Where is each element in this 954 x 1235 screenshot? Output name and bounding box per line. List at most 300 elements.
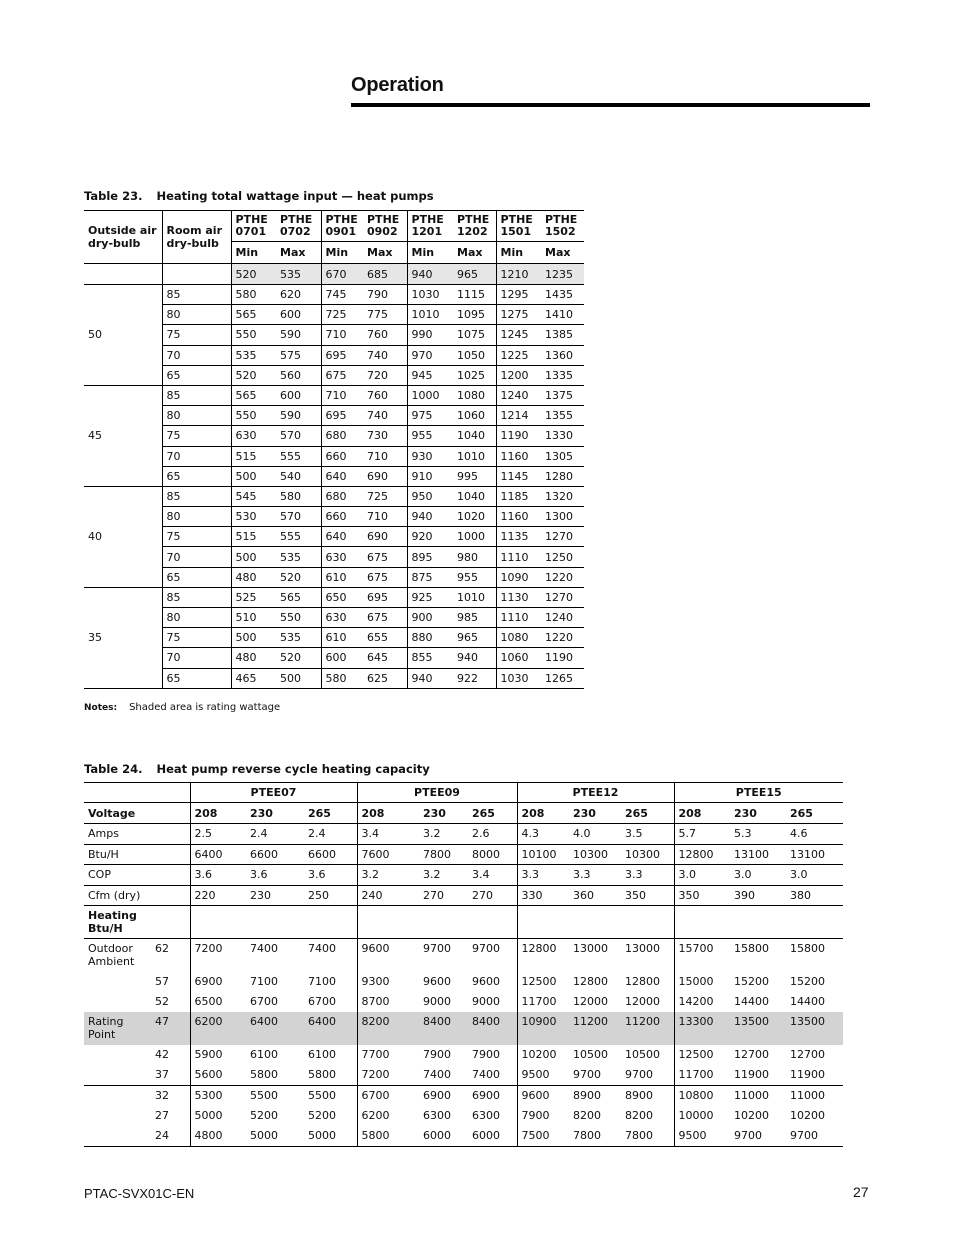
table-cell: 6400	[246, 1012, 304, 1045]
table-cell: 1010	[407, 305, 453, 325]
table-cell: 535	[231, 345, 276, 365]
room-air-cell: 65	[162, 365, 231, 385]
table-cell: 725	[321, 305, 363, 325]
table-row	[84, 486, 584, 506]
model-header: PTEE12	[517, 783, 674, 803]
model-header: PTHE 1201	[407, 211, 453, 242]
table-cell: 500	[231, 466, 276, 486]
model-header: PTHE 0902	[363, 211, 407, 242]
table-cell: 3.6	[246, 865, 304, 886]
table-cell: 510	[231, 608, 276, 628]
table-cell: 7400	[419, 1065, 468, 1086]
table24-caption	[84, 762, 430, 776]
table-cell: 680	[321, 426, 363, 446]
table-cell: 580	[231, 285, 276, 305]
table-cell: 4.3	[517, 824, 569, 845]
table-row	[84, 285, 584, 305]
room-air-cell: 70	[162, 446, 231, 466]
room-air-cell: 85	[162, 587, 231, 607]
table-cell: 515	[231, 446, 276, 466]
table-cell: 9700	[423, 942, 451, 955]
table-cell: 900	[407, 608, 453, 628]
table-cell: 5000	[190, 1106, 246, 1126]
heating-row	[84, 939, 843, 973]
table-cell: 6700	[357, 1086, 419, 1107]
table-cell: 12000	[573, 995, 608, 1008]
table-cell: 1335	[541, 365, 584, 385]
table-cell: 2.4	[304, 824, 357, 845]
room-air-cell: 75	[162, 426, 231, 446]
table-cell: 1375	[541, 385, 584, 405]
table-cell: 955	[407, 426, 453, 446]
rating-cell: 670	[321, 264, 363, 285]
table-cell: 600	[276, 385, 321, 405]
table-cell: 1270	[541, 527, 584, 547]
table-cell: 6200	[357, 1106, 419, 1126]
minmax-header: Min	[231, 242, 276, 264]
table-cell: 675	[363, 608, 407, 628]
table-cell: 955	[453, 567, 496, 587]
table-cell: 8200	[625, 1109, 653, 1122]
table-cell: 690	[363, 466, 407, 486]
table-cell: 5300	[190, 1086, 246, 1107]
table-cell: 15800	[734, 942, 769, 955]
table-cell: 535	[276, 628, 321, 648]
table-cell: 675	[363, 547, 407, 567]
table-cell: 240	[357, 885, 419, 906]
notes-label: Notes:	[84, 703, 118, 713]
table-cell: 880	[407, 628, 453, 648]
page-number: 27	[853, 1184, 869, 1200]
table-cell: 6900	[472, 1089, 500, 1102]
table-cell: 3.0	[730, 865, 786, 886]
table-cell: 520	[276, 567, 321, 587]
table-cell: 1320	[541, 486, 584, 506]
table-cell: 3.3	[517, 865, 569, 886]
table-cell	[517, 906, 569, 939]
table-cell: 11000	[790, 1089, 825, 1102]
table-cell: 695	[321, 345, 363, 365]
table-cell: 625	[363, 668, 407, 688]
table-cell: 720	[363, 365, 407, 385]
table-cell: 690	[363, 527, 407, 547]
table-cell: 8200	[573, 1109, 601, 1122]
table-cell: 6600	[246, 844, 304, 865]
table-cell: 10200	[734, 1109, 769, 1122]
table-cell: 465	[231, 668, 276, 688]
voltage-cell: 265	[304, 803, 357, 824]
table-cell: 3.5	[621, 824, 674, 845]
table-cell: 8900	[625, 1089, 653, 1102]
table-cell: 570	[276, 426, 321, 446]
room-air-cell: 80	[162, 507, 231, 527]
room-air-cell: 85	[162, 285, 231, 305]
table-cell: 11900	[786, 1065, 843, 1086]
table-cell: 12800	[573, 975, 608, 988]
room-air-cell: 80	[162, 305, 231, 325]
voltage-cell: 265	[621, 803, 674, 824]
table-cell: 7900	[517, 1106, 569, 1126]
minmax-header: Max	[363, 242, 407, 264]
table-cell: 855	[407, 648, 453, 668]
table-cell: 9700	[621, 1065, 674, 1086]
table-cell: 660	[321, 446, 363, 466]
table-cell: 1265	[541, 668, 584, 688]
table-cell: 380	[786, 885, 843, 906]
room-air-cell: 65	[162, 466, 231, 486]
rating-cell: 1210	[496, 264, 541, 285]
table-cell: 7100	[250, 975, 278, 988]
table-cell	[786, 906, 843, 939]
table-cell: 1050	[453, 345, 496, 365]
model-header: PTHE 1501	[496, 211, 541, 242]
table-cell: 5500	[250, 1089, 278, 1102]
table-cell: 1190	[541, 648, 584, 668]
table-cell	[621, 906, 674, 939]
table-cell: 3.4	[357, 824, 419, 845]
ambient-label: Rating Point	[84, 1012, 151, 1045]
table-cell: 7100	[308, 975, 336, 988]
table-cell: 760	[363, 385, 407, 405]
table-cell: 1275	[496, 305, 541, 325]
table-cell: 11900	[730, 1065, 786, 1086]
table-cell: 740	[363, 345, 407, 365]
table-cell: 680	[321, 486, 363, 506]
table-cell: 350	[621, 885, 674, 906]
table-cell: 13000	[573, 942, 608, 955]
table-cell: 330	[517, 885, 569, 906]
table-cell: 15800	[790, 942, 825, 955]
heating-row	[84, 1065, 843, 1086]
room-air-cell: 70	[162, 547, 231, 567]
table-cell: 555	[276, 527, 321, 547]
table-cell: 1240	[541, 608, 584, 628]
table-cell: 640	[321, 466, 363, 486]
table-cell: 1360	[541, 345, 584, 365]
table-cell: 1385	[541, 325, 584, 345]
temp-cell: 32	[155, 1089, 169, 1102]
model-header: PTEE07	[190, 783, 357, 803]
ambient-label	[84, 1126, 151, 1147]
table-cell: 1025	[453, 365, 496, 385]
minmax-header: Max	[453, 242, 496, 264]
temp-cell: 42	[155, 1048, 169, 1061]
table-cell: 970	[407, 345, 453, 365]
table-cell: 555	[276, 446, 321, 466]
table-cell: 10500	[573, 1048, 608, 1061]
room-air-cell: 65	[162, 567, 231, 587]
table-cell: 7500	[517, 1126, 569, 1147]
table-cell: 1270	[541, 587, 584, 607]
voltage-cell: 265	[468, 803, 517, 824]
rating-cell: 1235	[541, 264, 584, 285]
table-cell: 7400	[250, 942, 278, 955]
table-cell: 8900	[573, 1089, 601, 1102]
heating-row	[84, 1126, 843, 1147]
table-cell: 13300	[674, 1012, 730, 1045]
table-cell: 1435	[541, 285, 584, 305]
table-cell: 1305	[541, 446, 584, 466]
room-air-cell: 80	[162, 406, 231, 426]
table-cell: 1110	[496, 608, 541, 628]
table-cell: 230	[246, 885, 304, 906]
heating-row	[84, 1086, 843, 1107]
voltage-cell: 265	[786, 803, 843, 824]
table-cell: 545	[231, 486, 276, 506]
table-cell: 1040	[453, 426, 496, 446]
spec-row	[84, 885, 843, 906]
table-cell: 6000	[419, 1126, 468, 1147]
table-cell: 580	[276, 486, 321, 506]
table-cell: 500	[231, 628, 276, 648]
table-cell: 10200	[517, 1045, 569, 1065]
table-cell: 565	[276, 587, 321, 607]
table-cell: 925	[407, 587, 453, 607]
table-row	[84, 385, 584, 405]
model-header: PTEE09	[357, 783, 517, 803]
table-cell: 1185	[496, 486, 541, 506]
table-cell: 660	[321, 507, 363, 527]
table-cell: 12700	[734, 1048, 769, 1061]
table-cell: 5.3	[730, 824, 786, 845]
temp-cell: 27	[155, 1109, 169, 1122]
table-cell: 975	[407, 406, 453, 426]
table-cell: 11700	[674, 1065, 730, 1086]
table-cell: 3.2	[419, 824, 468, 845]
table23-caption	[84, 189, 434, 203]
table-cell: 1200	[496, 365, 541, 385]
model-header: PTEE15	[674, 783, 843, 803]
minmax-header: Min	[407, 242, 453, 264]
table-cell: 6700	[250, 995, 278, 1008]
table-cell: 590	[276, 406, 321, 426]
table-cell: 675	[321, 365, 363, 385]
spec-label: COP	[84, 865, 190, 886]
table-cell: 13100	[730, 844, 786, 865]
ambient-label	[84, 972, 151, 992]
table-cell: 12800	[674, 844, 730, 865]
heating-row	[84, 972, 843, 992]
model-header: PTHE 0702	[276, 211, 321, 242]
table-cell: 985	[453, 608, 496, 628]
outside-air-cell: 45	[84, 385, 162, 486]
table-cell: 9600	[423, 975, 451, 988]
ambient-label	[84, 992, 151, 1012]
table-cell: 10300	[569, 844, 621, 865]
table-cell: 1245	[496, 325, 541, 345]
table-cell: 270	[419, 885, 468, 906]
table-cell: 940	[453, 648, 496, 668]
table-cell: 760	[363, 325, 407, 345]
rating-cell: 965	[453, 264, 496, 285]
table-cell: 12700	[790, 1048, 825, 1061]
table-cell: 3.3	[621, 865, 674, 886]
model-header: PTHE 1202	[453, 211, 496, 242]
room-air-cell: 70	[162, 345, 231, 365]
table-cell: 965	[453, 628, 496, 648]
table-cell: 580	[321, 668, 363, 688]
table-cell: 1295	[496, 285, 541, 305]
table-cell: 12800	[625, 975, 660, 988]
table-cell: 990	[407, 325, 453, 345]
table-cell: 500	[276, 668, 321, 688]
table-cell: 9300	[357, 972, 419, 992]
table-cell: 1135	[496, 527, 541, 547]
spec-row	[84, 865, 843, 886]
table-cell: 9000	[472, 995, 500, 1008]
table-cell: 10200	[790, 1109, 825, 1122]
table-cell: 14400	[790, 995, 825, 1008]
table-cell: 13000	[625, 942, 660, 955]
model-header: PTHE 1502	[541, 211, 584, 242]
table-cell: 4800	[190, 1126, 246, 1147]
table-cell: 1130	[496, 587, 541, 607]
table-cell: 3.2	[357, 865, 419, 886]
table-cell: 6100	[308, 1048, 336, 1061]
table-cell: 725	[363, 486, 407, 506]
heating-row	[84, 992, 843, 1012]
table-cell: 1010	[453, 446, 496, 466]
table-cell: 560	[276, 365, 321, 385]
model-header: PTHE 0901	[321, 211, 363, 242]
table-cell: 6900	[423, 1089, 451, 1102]
table-cell: 5000	[304, 1126, 357, 1147]
rating-cell: 940	[407, 264, 453, 285]
table-cell: 875	[407, 567, 453, 587]
table-cell: 1030	[496, 668, 541, 688]
table-cell: 9500	[517, 1065, 569, 1086]
table-cell: 520	[276, 648, 321, 668]
table-cell: 3.0	[786, 865, 843, 886]
table-cell: 1220	[541, 567, 584, 587]
table-cell: 7900	[472, 1048, 500, 1061]
page-heading: Operation	[351, 74, 444, 96]
model-header-row	[84, 783, 843, 803]
table-cell: 520	[231, 365, 276, 385]
table-cell: 1095	[453, 305, 496, 325]
table-cell: 6300	[472, 1109, 500, 1122]
table-cell: 600	[276, 305, 321, 325]
spec-label: Cfm (dry)	[84, 885, 190, 906]
table-cell: 9700	[730, 1126, 786, 1147]
table-cell: 565	[231, 385, 276, 405]
table-cell: 1160	[496, 446, 541, 466]
table-cell: 8700	[357, 992, 419, 1012]
table-cell: 1040	[453, 486, 496, 506]
table-cell: 940	[407, 507, 453, 527]
table-cell: 10900	[517, 1012, 569, 1045]
ambient-label	[84, 1086, 151, 1107]
voltage-cell: 208	[674, 803, 730, 824]
table-cell: 675	[363, 567, 407, 587]
table-cell: 640	[321, 527, 363, 547]
table-cell: 1355	[541, 406, 584, 426]
table-cell: 930	[407, 446, 453, 466]
heading-rule	[351, 103, 870, 107]
table-cell: 1080	[453, 385, 496, 405]
rating-cell: 685	[363, 264, 407, 285]
table-cell: 7600	[357, 844, 419, 865]
table-cell: 9500	[674, 1126, 730, 1147]
table-cell: 13100	[786, 844, 843, 865]
table23-title: Heating total wattage input — heat pumps	[156, 189, 434, 203]
table-cell: 540	[276, 466, 321, 486]
table-cell: 15700	[674, 939, 730, 973]
table-cell: 390	[730, 885, 786, 906]
table-cell: 1080	[496, 628, 541, 648]
room-air-cell: 75	[162, 527, 231, 547]
table-cell: 610	[321, 567, 363, 587]
table-cell: 950	[407, 486, 453, 506]
table-cell: 15200	[734, 975, 769, 988]
minmax-header: Max	[541, 242, 584, 264]
outside-air-cell: 50	[84, 285, 162, 386]
table-cell: 550	[276, 608, 321, 628]
table-cell: 980	[453, 547, 496, 567]
temp-cell: 47	[151, 1012, 190, 1045]
table-cell: 480	[231, 648, 276, 668]
temp-cell: 52	[155, 995, 169, 1008]
table-cell: 1300	[541, 507, 584, 527]
spec-row	[84, 844, 843, 865]
table-cell	[190, 906, 246, 939]
temp-cell: 62	[155, 942, 169, 955]
ambient-label: Outdoor Ambient	[88, 942, 135, 968]
table-cell: 7700	[357, 1045, 419, 1065]
table-cell: 5200	[308, 1109, 336, 1122]
model-header: PTHE 0701	[231, 211, 276, 242]
table-cell: 2.6	[468, 824, 517, 845]
table-cell	[246, 906, 304, 939]
table-cell: 895	[407, 547, 453, 567]
outside-air-cell: 40	[84, 486, 162, 587]
table-cell: 730	[363, 426, 407, 446]
table-cell: 5000	[246, 1126, 304, 1147]
table-cell: 710	[321, 325, 363, 345]
ambient-label	[84, 1065, 151, 1086]
table-cell: 745	[321, 285, 363, 305]
table-cell: 5600	[190, 1065, 246, 1086]
table-cell: 10500	[625, 1048, 660, 1061]
table-cell: 6600	[304, 844, 357, 865]
heating-wattage-table	[84, 210, 584, 689]
table-cell	[304, 906, 357, 939]
table24-title: Heat pump reverse cycle heating capacity	[156, 762, 430, 776]
table-cell: 1000	[407, 385, 453, 405]
table-cell: 12000	[625, 995, 660, 1008]
table-cell: 7800	[621, 1126, 674, 1147]
table-cell: 945	[407, 365, 453, 385]
spec-label: Amps	[84, 824, 190, 845]
table-cell: 1145	[496, 466, 541, 486]
table-cell: 14200	[674, 992, 730, 1012]
room-air-header: Room air dry-bulb	[162, 211, 231, 264]
table-cell: 575	[276, 345, 321, 365]
room-air-cell: 65	[162, 668, 231, 688]
table-cell: 570	[276, 507, 321, 527]
table-cell: 1160	[496, 507, 541, 527]
table-cell: 630	[321, 608, 363, 628]
heating-row	[84, 1045, 843, 1065]
table-cell: 710	[363, 446, 407, 466]
voltage-cell: 208	[190, 803, 246, 824]
table-cell	[468, 906, 517, 939]
table-cell: 790	[363, 285, 407, 305]
table23-notes	[84, 702, 280, 713]
table-cell: 350	[674, 885, 730, 906]
table-cell: 1250	[541, 547, 584, 567]
table-cell	[162, 264, 231, 285]
